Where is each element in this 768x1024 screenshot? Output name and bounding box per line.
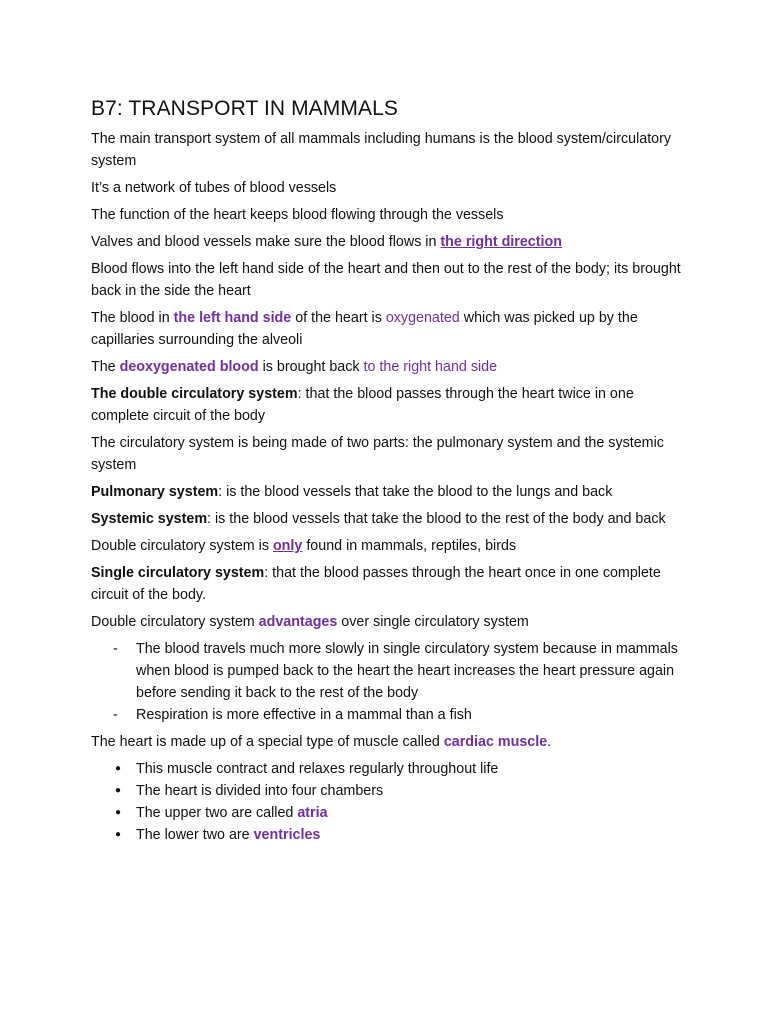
paragraph-network: It’s a network of tubes of blood vessels	[91, 180, 337, 196]
text: The blood in	[91, 310, 174, 326]
term: Pulmonary system	[91, 484, 219, 500]
paragraph-valves	[91, 231, 691, 253]
highlight-ventricles: ventricles	[253, 827, 321, 843]
text: over single circulatory system	[337, 614, 529, 630]
definition: : is the blood vessels that take the blood to the lungs and back	[218, 484, 613, 500]
paragraph-advantages	[91, 611, 691, 633]
list-item	[91, 802, 691, 824]
term: Systemic system	[91, 511, 208, 527]
highlight-right-direction: the right direction	[440, 234, 562, 250]
document-body	[91, 94, 691, 851]
text: The heart is divided into four chambers	[136, 783, 384, 799]
highlight-advantages: advantages	[258, 614, 338, 630]
paragraph-only-found	[91, 535, 691, 557]
text: Valves and blood vessels make sure the blood flows in	[91, 234, 441, 250]
text: Double circulatory system	[91, 614, 259, 630]
highlight-atria: atria	[297, 805, 328, 821]
text: Double circulatory system is	[91, 538, 273, 554]
highlight-cardiac-muscle: cardiac muscle	[443, 734, 548, 750]
definition: : that the blood passes through the heart once in one complete circuit of the body.	[91, 565, 661, 603]
list-item	[91, 780, 691, 802]
definition: : is the blood vessels that take the blood to the rest of the body and back	[207, 511, 666, 527]
paragraph-transport-system: The main transport system of all mammals including humans is the blood system/circulatory system	[91, 131, 672, 169]
text: The upper two are called	[136, 805, 298, 821]
advantages-list	[91, 638, 691, 726]
highlight-only: only	[272, 538, 303, 554]
highlight-deoxygenated-blood: deoxygenated blood	[119, 359, 259, 375]
list-item: - The blood travels much more slowly in single circulatory system because in mammals when blood is pumped back to the heart the heart increases the heart pressure again before sending it back to the rest of the body	[91, 638, 691, 704]
paragraph-blood-flow: Blood flows into the left hand side of the heart and then out to the rest of the body; its brought back in the side the heart	[91, 261, 681, 299]
text: The lower two are	[136, 827, 254, 843]
text: The heart is made up of a special type of muscle called	[91, 734, 444, 750]
list-item: - Respiration is more effective in a mammal than a fish	[91, 704, 691, 726]
text: is brought back	[258, 359, 364, 375]
highlight-right-hand-side: to the right hand side	[363, 359, 498, 375]
highlight-oxygenated: oxygenated	[385, 310, 460, 326]
text: which was picked up by the capillaries surrounding the alveoli	[91, 310, 638, 348]
list-item	[91, 824, 691, 846]
paragraph-cardiac-muscle	[91, 731, 691, 753]
heart-facts-list	[91, 758, 691, 846]
text: of the heart is	[291, 310, 386, 326]
definition: : that the blood passes through the heart twice in one complete circuit of the body	[91, 386, 634, 424]
page-title: B7: TRANSPORT IN MAMMALS	[91, 97, 398, 120]
definition-pulmonary	[91, 481, 691, 503]
text: The	[91, 359, 120, 375]
term: Single circulatory system	[91, 565, 265, 581]
list-item	[91, 758, 691, 780]
definition-single-circulatory	[91, 562, 691, 606]
text: This muscle contract and relaxes regularly throughout life	[136, 761, 499, 777]
definition-systemic	[91, 508, 691, 530]
highlight-left-hand-side: the left hand side	[173, 310, 292, 326]
term: The double circulatory system	[91, 386, 298, 402]
paragraph-heart-function: The function of the heart keeps blood flowing through the vessels	[91, 207, 504, 223]
paragraph-left-side	[91, 307, 691, 351]
text: .	[547, 734, 552, 750]
definition-double-circulatory	[91, 383, 691, 427]
paragraph-deoxygenated	[91, 356, 691, 378]
paragraph-two-parts: The circulatory system is being made of two parts: the pulmonary system and the systemic system	[91, 435, 664, 473]
text: found in mammals, reptiles, birds	[302, 538, 517, 554]
